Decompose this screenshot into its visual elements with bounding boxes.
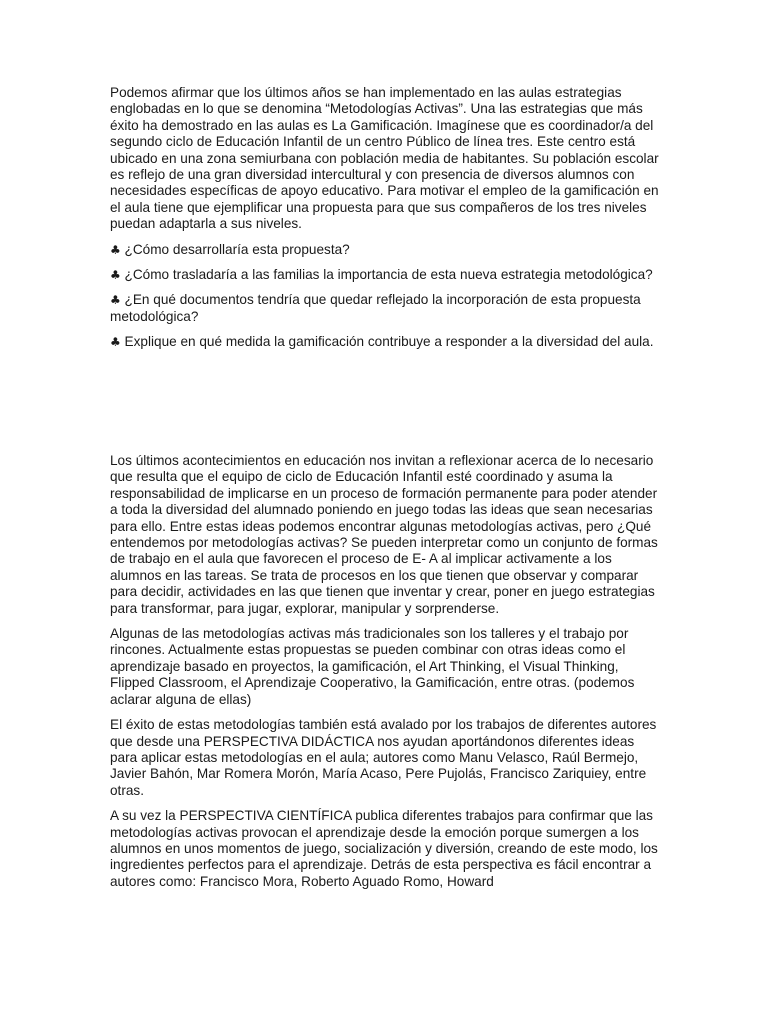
body-paragraph: El éxito de estas metodologías también está avalado por los trabajos de diferentes autores que desde una PERSPECTIVA DIDÁCTICA nos ayudan aportándonos diferentes ideas para aplicar estas metodologías en el aula; autores como Manu Velasco, Raúl Bermejo, Javier Bahón, Mar Romera Morón, María Acaso, Pere Pujolás, Francisco Zariquiey, entre otras. [110, 717, 657, 798]
body-paragraph: Los últimos acontecimientos en educación nos invitan a reflexionar acerca de lo necesario que resulta que el equipo de ciclo de Educación Infantil esté coordinado y asuma la responsabilidad de implicarse en un proceso de formación permanente para poder atender a toda la diversidad del alumnado poniendo en juego todas las ideas que sean necesarias para ello. Entre estas ideas podemos encontrar algunas metodologías activas, pero ¿Qué entendemos por metodologías activas? Se pueden interpretar como un conjunto de formas de trabajo en el aula que favorecen el proceso de E- A al implicar activamente a los alumnos en las tareas. Se trata de procesos en los que tienen que observar y comparar para decidir, actividades en las que tienen que inventar y crear, poner en juego estrategias para transformar, para jugar, explorar, manipular y sorprenderse. [110, 453, 658, 616]
club-bullet-icon: ♣ [110, 268, 121, 283]
club-bullet-icon: ♣ [110, 335, 121, 350]
question-item [110, 334, 660, 350]
question-text: ¿Cómo desarrollaría esta propuesta? [124, 241, 350, 257]
body-paragraph: Algunas de las metodologías activas más tradicionales son los talleres y el trabajo por rincones. Actualmente estas propuestas se pueden combinar con otras ideas como el aprendizaje basado en proyectos, la gamificación, el Art Thinking, el Visual Thinking, Flipped Classroom, el Aprendizaje Cooperativo, la Gamificación, entre otras. (podemos aclarar alguna de ellas) [110, 626, 635, 707]
question-item [110, 242, 660, 258]
club-bullet-icon: ♣ [110, 293, 121, 308]
question-item [110, 267, 660, 283]
club-bullet-icon: ♣ [110, 242, 121, 257]
question-text: Explique en qué medida la gamificación contribuye a responder a la diversidad del aula. [124, 334, 654, 350]
assignment-section [110, 85, 660, 360]
question-text: ¿En qué documentos tendría que quedar reflejado la incorporación de esta propuesta metodológica? [110, 292, 641, 324]
question-text: ¿Cómo trasladaría a las familias la importancia de esta nueva estrategia metodológica? [124, 267, 653, 283]
intro-paragraph: Podemos afirmar que los últimos años se han implementado en las aulas estrategias englobadas en lo que se denomina “Metodologías Activas”. Una las estrategias que más éxito ha demostrado en las aulas es La Gamificación. Imagínese que es coordinador/a del segundo ciclo de Educación Infantil de un centro Público de línea tres. Este centro está ubicado en una zona semiurbana con población media de habitantes. Su población escolar es reflejo de una gran diversidad intercultural y con presencia de diversos alumnos con necesidades específicas de apoyo educativo. Para motivar el empleo de la gamificación en el aula tiene que ejemplificar una propuesta para que sus compañeros de los tres niveles puedan adaptarla a sus niveles. [110, 85, 659, 232]
context-section [110, 453, 660, 899]
question-item [110, 292, 660, 325]
body-paragraph: A su vez la PERSPECTIVA CIENTÍFICA publica diferentes trabajos para confirmar que las metodologías activas provocan el aprendizaje desde la emoción porque sumergen a los alumnos en unos momentos de juego, socialización y diversión, creando de este modo, los ingredientes perfectos para el aprendizaje. Detrás de esta perspectiva es fácil encontrar a autores como: Francisco Mora, Roberto Aguado Romo, Howard [110, 808, 658, 889]
